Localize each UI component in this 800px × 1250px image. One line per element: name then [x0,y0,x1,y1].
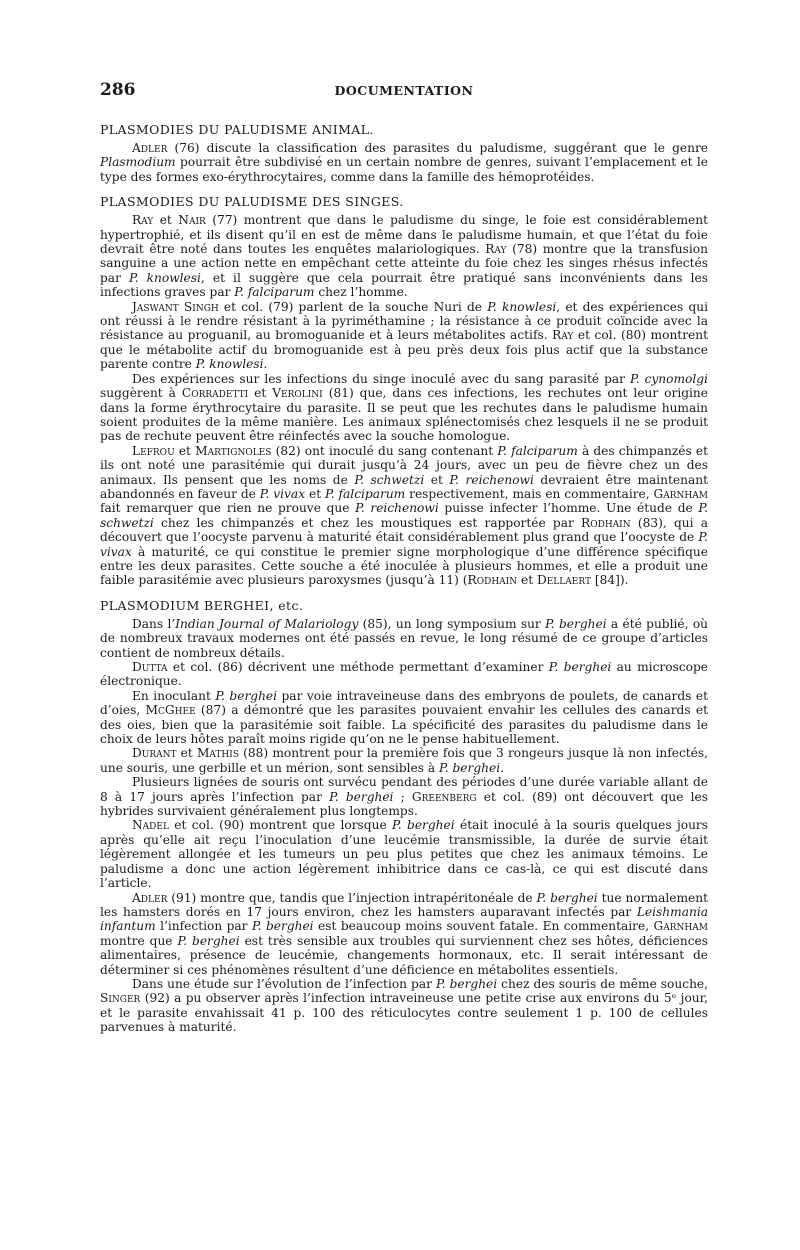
page-header [100,80,708,102]
text-run: à maturité, ce qui constitue le premier signe morphologique d’une différence spécifique entre les deux parasites. Cette souche a été inoculée à plusieurs hommes, et elle a produit une faible parasitémie avec plusieurs paroxysmes (jusqu’à 11) ( [100,544,708,588]
text-run: Des expériences sur les infections du singe inoculé avec du sang parasité par [132,371,630,386]
italic-term: P. cynomolgi [630,371,708,386]
text-run: et [424,472,450,487]
italic-term: P. berghei [177,933,240,948]
section [100,122,708,184]
text-run: pourrait être subdivisé en un certain nombre de genres, suivant l’emplacement et le type des formes exo-érythrocytaires, comme dans la famille des hémoprotéides. [100,155,708,184]
section [100,598,708,1035]
italic-term: P. berghei [329,789,394,804]
text-run: (82) ont inoculé du sang contenant [271,443,498,458]
text-run: a été publié, où de nombreux travaux modernes ont été passés en revue, le long résumé de ce groupe d’articles contient de nombreux détails. [100,616,709,660]
paragraph [100,977,708,1035]
text-run: (85), un long symposium sur [358,616,546,631]
running-title: DOCUMENTATION [334,83,474,98]
text-run: et [176,746,197,761]
italic-term: P. berghei [545,616,607,631]
text-run: et [174,443,196,458]
text-run: ; [393,789,412,804]
author-name: Lefrou [132,443,175,458]
text-run: respectivement, mais en commentaire, [405,486,654,501]
italic-term: P. knowlesi [195,357,264,372]
text-run: chez les chimpanzés et chez les moustiques est rapportée par [153,515,582,530]
author-name: Greenberg [411,789,477,804]
text-run: tue normalement les hamsters dorés en 17 jours environ, chez les hamsters auparavant infectés par [100,890,709,919]
text-run: et [305,486,326,501]
paragraph [100,444,708,588]
author-name: Nair [178,213,206,228]
text-run: (81) que, dans ces infections, les rechutes ont leur origine dans la forme érythrocytaire du parasite. Il se peut que les rechutes dans le paludisme humain soient produites de la même manière. Les animaux splénectomisés chez lesquels il ne se produit pas de rechute peuvent être réinfectés avec la souche homologue. [100,386,708,444]
italic-term: P. knowlesi [487,299,557,314]
text-run: (77) montrent que dans le paludisme du singe, le foie est considérablement hypertrophié, et ils disent qu’il en est de même dans le paludisme humain, et que l’état du foie devrait être noté dans toutes les enquêtes malariologiques. [100,213,708,257]
text-run: par voie intraveineuse dans des embryons de poulets, de canards et d’oies, [100,688,709,718]
text-run: En inoculant [132,688,216,703]
italic-term: Indian Journal of Malariology [175,616,359,631]
text-run: suggèrent à [100,386,182,401]
italic-term: P. berghei [439,760,501,775]
author-name: Verolini [272,386,323,401]
paragraph [100,660,708,689]
text-run: et col. (90) montrent que lorsque [168,818,393,833]
italic-term: Plasmodium [100,155,176,170]
italic-term: P. knowlesi [128,270,201,285]
text-run: chez des souris de même souche, [497,976,708,991]
text-run: puisse infecter l’homme. Une étude de [438,501,699,516]
section-title: PLASMODIES DU PALUDISME ANIMAL. [100,122,374,137]
author-name: Dutta [132,660,168,674]
text-run: et col. (80) montrent que le métabolite actif du bromoguanide est à peu près deux fois plus actif que la substance parente contre [100,328,708,372]
italic-term: P. berghei [215,688,278,703]
text-run: et [517,573,537,588]
italic-term: P. falciparum [234,285,315,300]
text-run: , et il suggère que cela pourrait être pratiqué sans inconvénients dans les infections graves par [100,270,708,300]
text-run: et [153,213,179,228]
text-run: et [248,386,273,401]
author-name: Adler [132,141,168,155]
text-run: (78) montre que la transfusion sanguine a une action nette en empêchant cette atteinte du foie chez les singes rhésus infectés par [100,242,708,285]
text-run: (91) montre que, tandis que l’injection intrapéritonéale de [167,890,537,905]
paragraph [100,689,708,747]
paragraph [100,141,708,184]
author-name: Rodhain [581,515,631,530]
text-run: . [500,760,504,775]
text-run: Dans une étude sur l’évolution de l’infection par [132,976,436,991]
page-number: 286 [100,80,136,100]
paragraph [100,300,708,372]
text-run: devraient être maintenant abandonnés en faveur de [100,472,708,501]
author-name: Adler [132,890,168,905]
text-run: (76) discute la classification des parasites du paludisme, suggérant que le genre [167,141,708,155]
paragraph [100,775,708,818]
text-run: (88) montrent pour la première fois que 3 rongeurs jusque là non infectés, une souris, une gerbille et un mérion, sont sensibles à [100,746,709,775]
section-title: PLASMODIUM BERGHEI, etc. [100,597,304,613]
italic-term: P. schwetzi [354,472,425,487]
italic-term: P. reichenowi [355,501,439,516]
paragraph [100,746,708,775]
author-name: McGhee [145,703,196,718]
text-run: Plusieurs lignées de souris ont survécu pendant des périodes d’une durée variable allant de 8 à 17 jours après l’infection par [100,775,708,804]
author-name: Singer [100,991,141,1006]
text-run: . [263,357,268,372]
paragraph [100,891,708,977]
italic-term: P. berghei [548,660,612,674]
italic-term: P. vivax [259,486,306,501]
text-run: (92) a pu observer après l’infection intraveineuse une petite crise aux environs du 5ᵉ jour, et le parasite envahissait 41 p. 100 des réticulocytes contre seulement 1 p. 100 de cellules parvenues à maturité. [100,991,708,1035]
text-run: chez l’homme. [314,285,408,300]
text-run: et col. (86) décrivent une méthode permettant d’examiner [167,660,549,674]
body-text [100,122,708,1035]
author-name: Garnham [653,486,708,501]
author-name: Dellaert [536,573,591,588]
text-run: au microscope électronique. [100,660,709,689]
author-name: Corradetti [181,386,249,401]
text-run: Dans l’ [132,616,176,631]
paragraph [100,372,708,444]
text-run: (87) a démontré que les parasites pouvaient envahir les cellules des canards et des oies, bien que la parasitémie soit faible. La spécificité des parasites du paludisme dans le choix de leurs hôtes paraît moins rigide qu’on ne le pense habituellement. [100,703,708,747]
text-run: est beaucoup moins souvent fatale. En commentaire, [313,919,654,934]
italic-term: P. berghei [435,976,498,991]
text-run: à des chimpanzés et ils ont noté une parasitémie qui durait jusqu’à 24 jours, avec un peu de fièvre chez un des animaux. Ils pensent que les noms de [100,443,708,487]
text-run: (83), qui a découvert que l’oocyste parvenu à maturité était considérablement plus grand que l’oocyste de [100,515,708,545]
author-name: Mathis [196,746,239,761]
text-run: est très sensible aux troubles qui surviennent chez ses hôtes, déficiences alimentaires, présence de leucémie, changements hormonaux, etc. Il serait intéressant de déterminer si ces phénomènes résultent d’une déficience en métabolites essentiels. [100,933,708,977]
author-name: Jaswant Singh [132,299,219,314]
author-name: Ray [132,213,154,228]
author-name: Ray [552,328,574,343]
italic-term: P. berghei [251,919,314,934]
italic-term: P. berghei [392,818,455,833]
author-name: Martignoles [195,443,272,458]
text-run: , et des expériences qui ont réussi à le rendre résistant à la pyriméthamine ; la résistance à ce produit coïncide avec la résistance au proguanil, au bromoguanide et à leurs métabolites actifs. [100,299,708,343]
italic-term: P. berghei [536,890,598,905]
author-name: Garnham [653,919,708,934]
page [100,80,708,1045]
author-name: Nadel [132,818,169,833]
section-title: PLASMODIES DU PALUDISME DES SINGES. [100,194,404,210]
text-run: montre que [100,933,178,948]
paragraph [100,213,708,299]
section [100,194,708,588]
italic-term: P. reichenowi [449,472,534,487]
paragraph [100,818,708,890]
italic-term: P. vivax [100,530,708,559]
text-run: l’infection par [155,919,252,934]
italic-term: P. schwetzi [100,501,708,530]
text-run: fait remarquer que rien ne prouve que [100,501,356,516]
author-name: Durant [132,746,177,761]
text-run: [84]). [590,573,629,588]
author-name: Rodhain [467,573,518,588]
text-run: était inoculé à la souris quelques jours après qu’elle ait reçu l’inoculation d’une leucémie transmissible, la durée de survie était légèrement allongée et les tumeurs un peu plus petites que chez les animaux témoins. Le paludisme a donc une action légèrement inhibitrice dans ce cas-là, ce qui est discuté dans l’article. [100,818,709,891]
italic-term: P. falciparum [497,443,578,458]
text-run: et col. (79) parlent de la souche Nuri de [218,299,488,314]
paragraph [100,617,708,660]
italic-term: P. falciparum [325,486,406,501]
author-name: Ray [485,242,507,257]
italic-term: Leishmania infantum [100,904,708,934]
text-run: et col. (89) ont découvert que les hybrides survivaient généralement plus longtemps. [100,789,709,819]
